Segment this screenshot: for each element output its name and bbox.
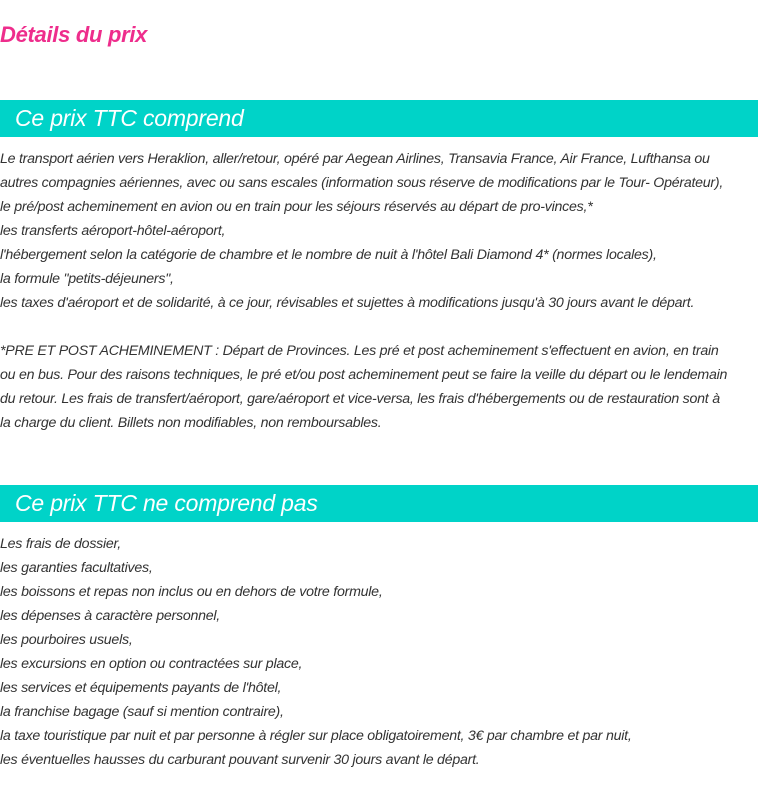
not-included-item: les boissons et repas non inclus ou en dehors de votre formule, (0, 584, 383, 600)
not-included-item: la taxe touristique par nuit et par personne à régler sur place obligatoirement, 3€ par chambre et par nuit, (0, 728, 632, 744)
included-item: l'hébergement selon la catégorie de chambre et le nombre de nuit à l'hôtel Bali Diamond 4* (normes locales), (0, 247, 657, 263)
note-paragraph (0, 339, 758, 435)
note-line: la charge du client. Billets non modifiables, non remboursables. (0, 415, 382, 431)
included-section-header: Ce prix TTC comprend (0, 100, 758, 137)
not-included-item: Les frais de dossier, (0, 536, 121, 552)
not-included-item: les excursions en option ou contractées sur place, (0, 656, 303, 672)
not-included-item: les dépenses à caractère personnel, (0, 608, 220, 624)
not-included-item: les pourboires usuels, (0, 632, 133, 648)
note-line: *PRE ET POST ACHEMINEMENT : Départ de Provinces. Les pré et post acheminement s'effectuent en avion, en train (0, 343, 719, 359)
note-line: ou en bus. Pour des raisons techniques, le pré et/ou post acheminement peut se faire la veille du départ ou le lendemain (0, 367, 728, 383)
not-included-list (0, 532, 758, 772)
included-item: autres compagnies aériennes, avec ou sans escales (information sous réserve de modifications par le Tour- Opérateur), (0, 175, 724, 191)
page-title: Détails du prix (0, 22, 148, 47)
not-included-items (0, 532, 758, 772)
included-item: les taxes d'aéroport et de solidarité, à ce jour, révisables et sujettes à modifications jusqu'à 30 jours avant le départ. (0, 295, 695, 311)
not-included-item: la franchise bagage (sauf si mention contraire), (0, 704, 284, 720)
note-line: du retour. Les frais de transfert/aéroport, gare/aéroport et vice-versa, les frais d'hébergements ou de restauration sont à (0, 391, 720, 407)
not-included-item: les garanties facultatives, (0, 560, 153, 576)
included-list (0, 147, 758, 315)
included-items (0, 147, 758, 315)
included-item: les transferts aéroport-hôtel-aéroport, (0, 223, 226, 239)
acheminement-note (0, 339, 758, 435)
included-item: la formule "petits-déjeuners", (0, 271, 174, 287)
not-included-section-header: Ce prix TTC ne comprend pas (0, 485, 758, 522)
not-included-item: les éventuelles hausses du carburant pouvant survenir 30 jours avant le départ. (0, 752, 480, 768)
not-included-item: les services et équipements payants de l'hôtel, (0, 680, 282, 696)
included-item: le pré/post acheminement en avion ou en train pour les séjours réservés au départ de pro-vinces,* (0, 199, 593, 215)
included-item: Le transport aérien vers Heraklion, aller/retour, opéré par Aegean Airlines, Transavia France, Air France, Lufthansa ou (0, 151, 710, 167)
